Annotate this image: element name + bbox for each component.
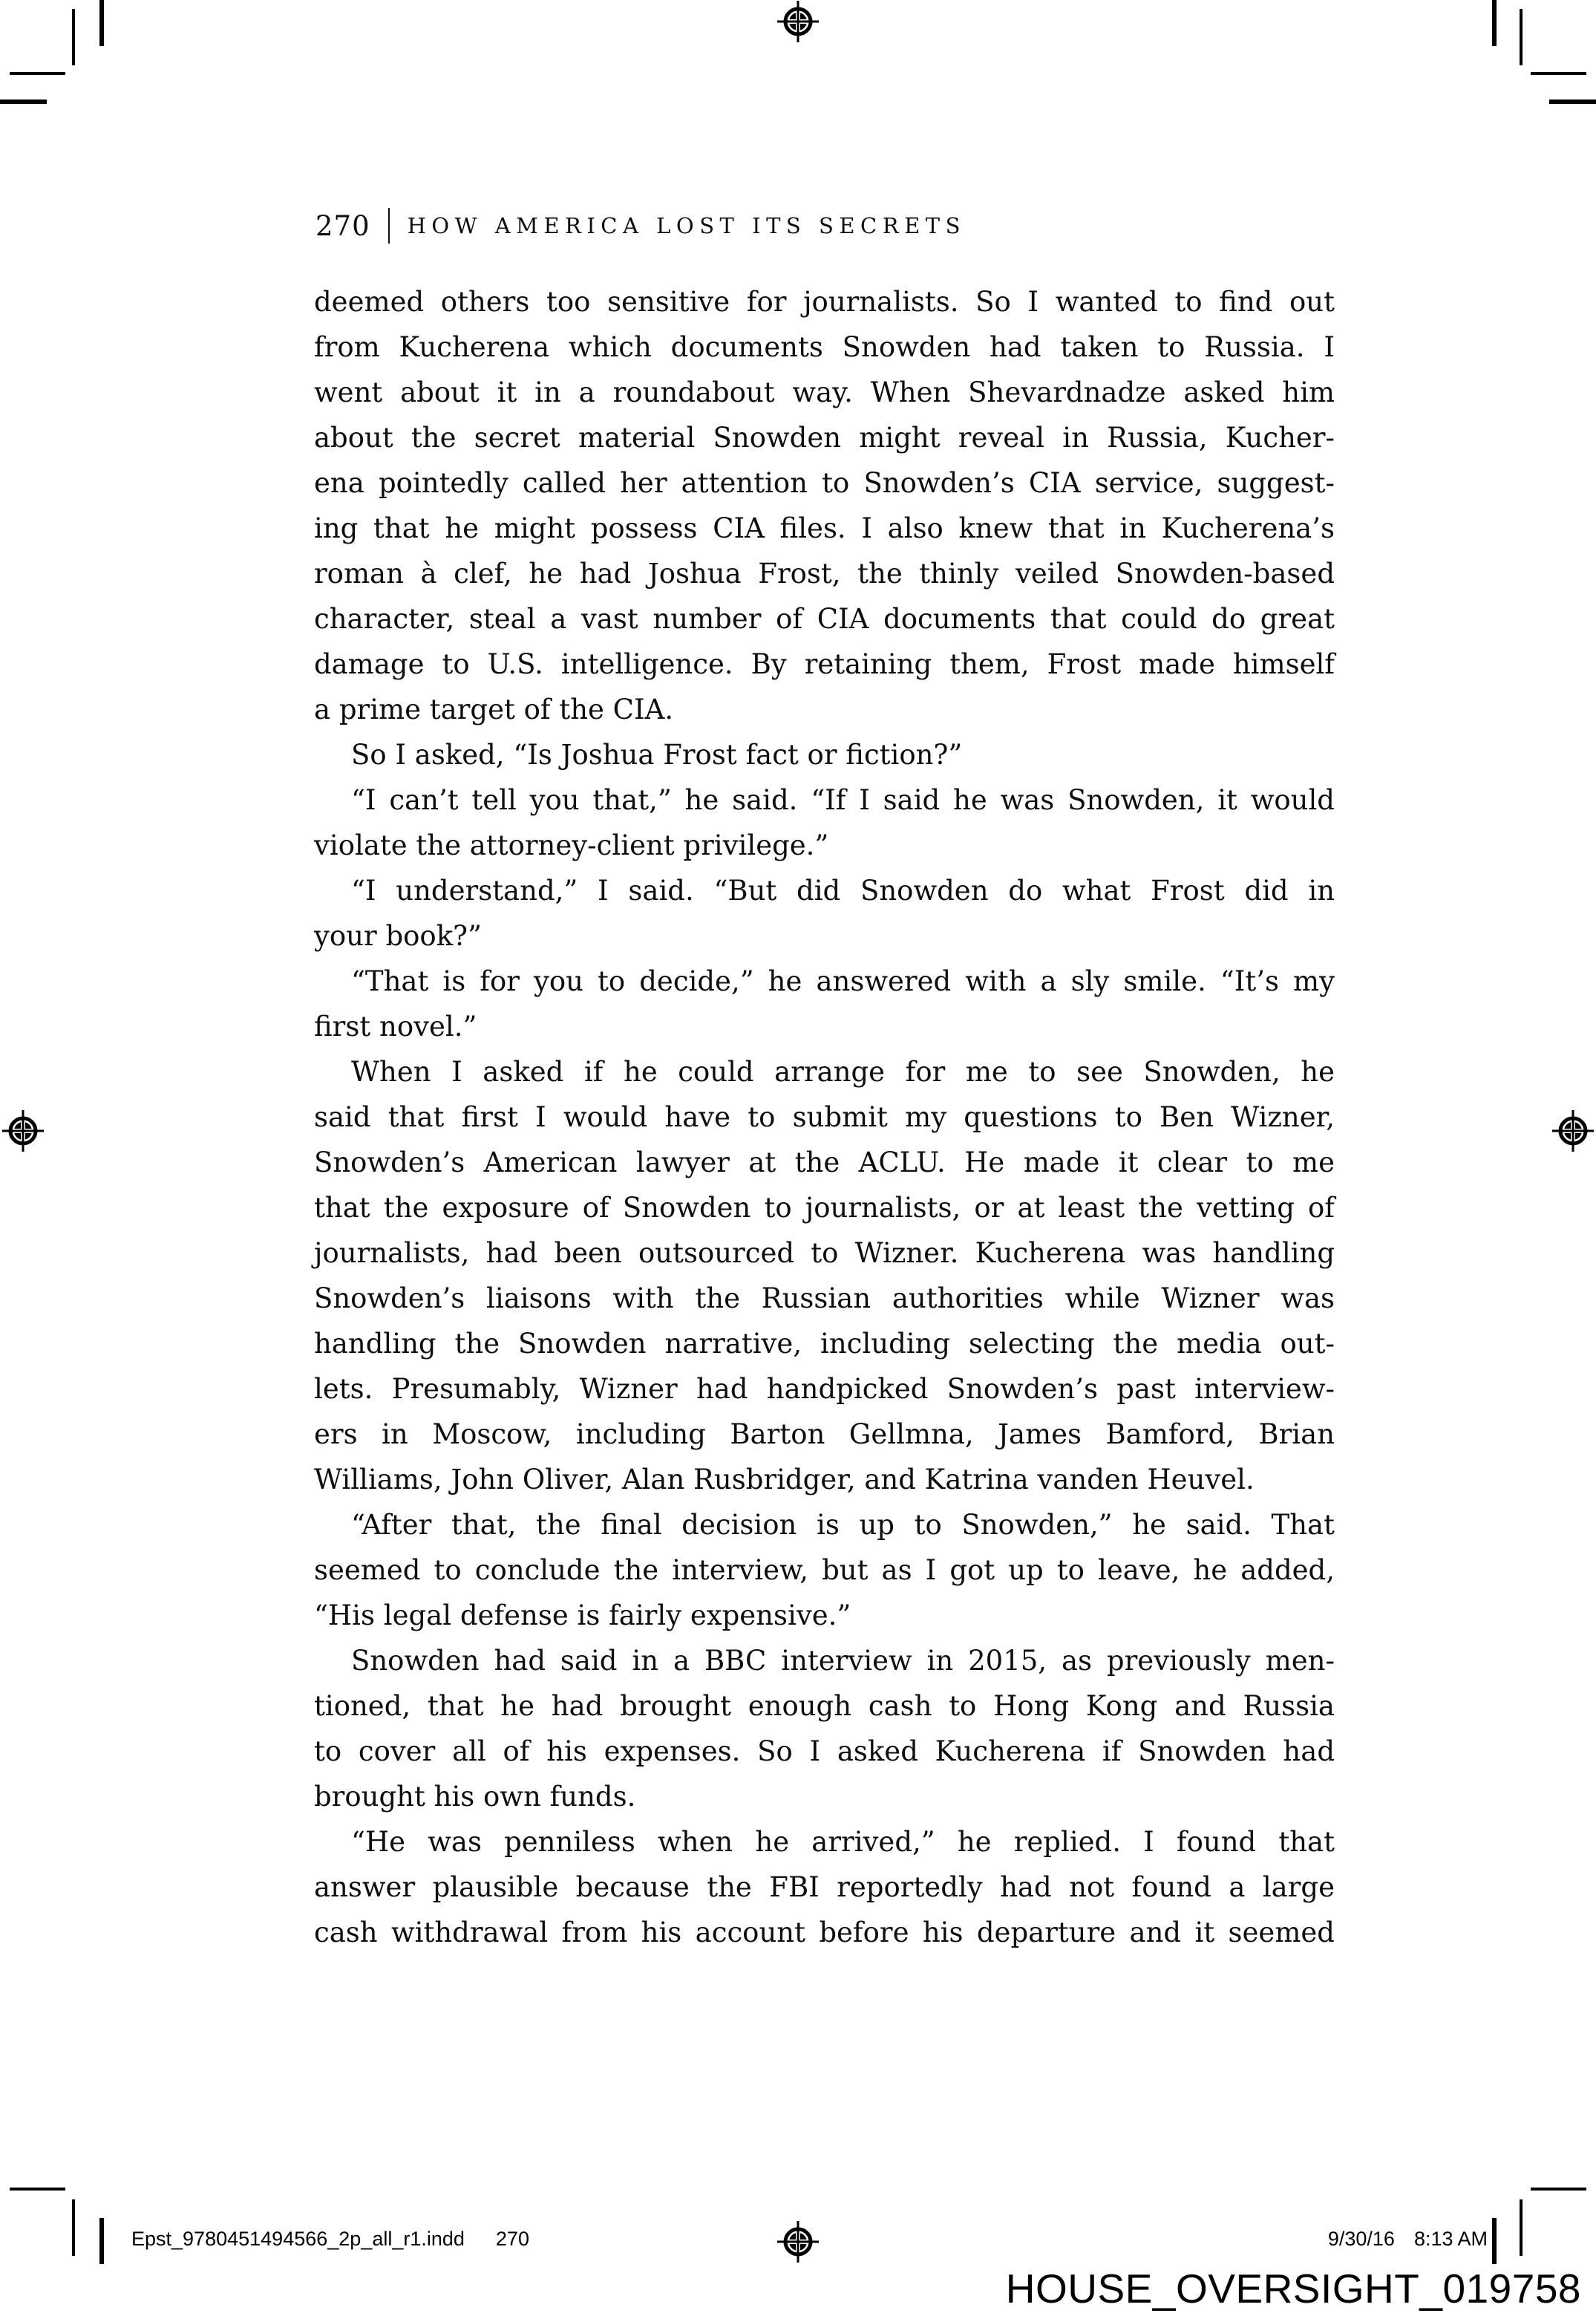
body-line: tioned, that he had brought enough cash to Hong Kong and Russia	[314, 1690, 1335, 1722]
body-line: brought his own funds.	[314, 1781, 636, 1813]
body-line: seemed to conclude the interview, but as I got up to leave, he added,	[314, 1554, 1335, 1586]
body-line: damage to U.S. intelligence. By retaining them, Frost made himself	[314, 648, 1335, 680]
registration-target-icon	[777, 2221, 819, 2263]
body-line: a prime target of the CIA.	[314, 694, 674, 725]
body-line: about the secret material Snowden might reveal in Russia, Kucher-	[314, 422, 1335, 454]
footer-file-info	[131, 2228, 529, 2251]
trim-mark-top-right-horizontal-2	[1549, 100, 1596, 104]
body-line: “His legal defense is fairly expensive.”	[314, 1599, 851, 1631]
footer-date: 9/30/16	[1327, 2228, 1395, 2250]
body-line: ing that he might possess CIA files. I also knew that in Kucherena’s	[314, 512, 1335, 544]
body-line: ena pointedly called her attention to Snowden’s CIA service, suggest-	[314, 467, 1335, 499]
body-line: “I can’t tell you that,” he said. “If I said he was Snowden, it would	[351, 784, 1335, 816]
body-line: journalists, had been outsourced to Wizner. Kucherena was handling	[314, 1237, 1335, 1269]
registration-target-icon	[1552, 1110, 1594, 1152]
body-line: lets. Presumably, Wizner had handpicked Snowden’s past interview-	[314, 1373, 1335, 1405]
body-line: cash withdrawal from his account before his departure and it seemed	[314, 1917, 1335, 1948]
body-line: from Kucherena which documents Snowden had taken to Russia. I	[314, 331, 1335, 363]
body-line: violate the attorney-client privilege.”	[314, 829, 829, 861]
body-line: Snowden’s liaisons with the Russian authorities while Wizner was	[314, 1282, 1335, 1314]
body-line: deemed others too sensitive for journalists. So I wanted to find out	[314, 286, 1335, 318]
footer-timestamp	[1328, 2228, 1488, 2251]
running-head	[315, 208, 966, 244]
body-line: So I asked, “Is Joshua Frost fact or fiction?”	[351, 739, 963, 771]
body-line: to cover all of his expenses. So I asked Kucherena if Snowden had	[314, 1735, 1335, 1767]
trim-mark-top-left-vertical	[72, 9, 75, 65]
body-line: character, steal a vast number of CIA documents that could do great	[314, 603, 1335, 635]
registration-target-icon	[777, 1, 819, 42]
body-line: Snowden had said in a BBC interview in 2015, as previously men-	[351, 1645, 1335, 1677]
trim-mark-top-left-horizontal	[10, 72, 65, 75]
trim-mark-bottom-left-horizontal	[10, 2188, 65, 2191]
body-line: Williams, John Oliver, Alan Rusbridger, and Katrina vanden Heuvel.	[314, 1464, 1255, 1495]
body-line: said that first I would have to submit my questions to Ben Wizner,	[314, 1101, 1335, 1133]
body-line: your book?”	[314, 920, 482, 952]
body-line: Snowden’s American lawyer at the ACLU. He made it clear to me	[314, 1146, 1335, 1178]
body-line: that the exposure of Snowden to journalists, or at least the vetting of	[314, 1192, 1335, 1224]
trim-mark-top-right-vertical	[1520, 9, 1523, 65]
body-line: ers in Moscow, including Barton Gellmna, James Bamford, Brian	[314, 1418, 1335, 1450]
trim-mark-bottom-left-vertical-2	[99, 2218, 104, 2264]
body-text	[314, 279, 1335, 1955]
book-title: HOW AMERICA LOST ITS SECRETS	[407, 213, 966, 238]
body-line: When I asked if he could arrange for me to see Snowden, he	[351, 1056, 1335, 1088]
footer-file-name: Epst_9780451494566_2p_all_r1.indd	[131, 2228, 465, 2250]
header-divider	[388, 208, 390, 244]
body-line: answer plausible because the FBI reportedly had not found a large	[314, 1871, 1335, 1903]
body-line: “That is for you to decide,” he answered with a sly smile. “It’s my	[351, 965, 1335, 997]
body-line: went about it in a roundabout way. When Shevardnadze asked him	[314, 376, 1335, 408]
bates-stamp: HOUSE_OVERSIGHT_019758	[1005, 2266, 1581, 2312]
body-line: handling the Snowden narrative, including selecting the media out-	[314, 1328, 1335, 1360]
footer-file-page: 270	[495, 2228, 529, 2250]
body-line: “He was penniless when he arrived,” he replied. I found that	[351, 1826, 1335, 1858]
trim-mark-top-left-horizontal-2	[0, 100, 47, 104]
page-number: 270	[315, 209, 370, 242]
trim-mark-top-right-horizontal	[1531, 72, 1586, 75]
trim-mark-bottom-left-vertical	[72, 2199, 75, 2256]
body-line: first novel.”	[314, 1011, 477, 1043]
trim-mark-top-right-vertical-2	[1492, 0, 1497, 46]
body-line: “I understand,” I said. “But did Snowden do what Frost did in	[351, 875, 1335, 907]
footer-time: 8:13 AM	[1413, 2228, 1488, 2250]
trim-mark-top-left-vertical-2	[99, 0, 104, 46]
trim-mark-bottom-right-vertical-2	[1492, 2218, 1497, 2264]
trim-mark-bottom-right-vertical	[1520, 2199, 1523, 2256]
body-line: roman à clef, he had Joshua Frost, the thinly veiled Snowden-based	[314, 558, 1335, 590]
body-line: “After that, the final decision is up to Snowden,” he said. That	[351, 1509, 1335, 1541]
registration-target-icon	[2, 1110, 44, 1152]
trim-mark-bottom-right-horizontal	[1531, 2188, 1586, 2191]
